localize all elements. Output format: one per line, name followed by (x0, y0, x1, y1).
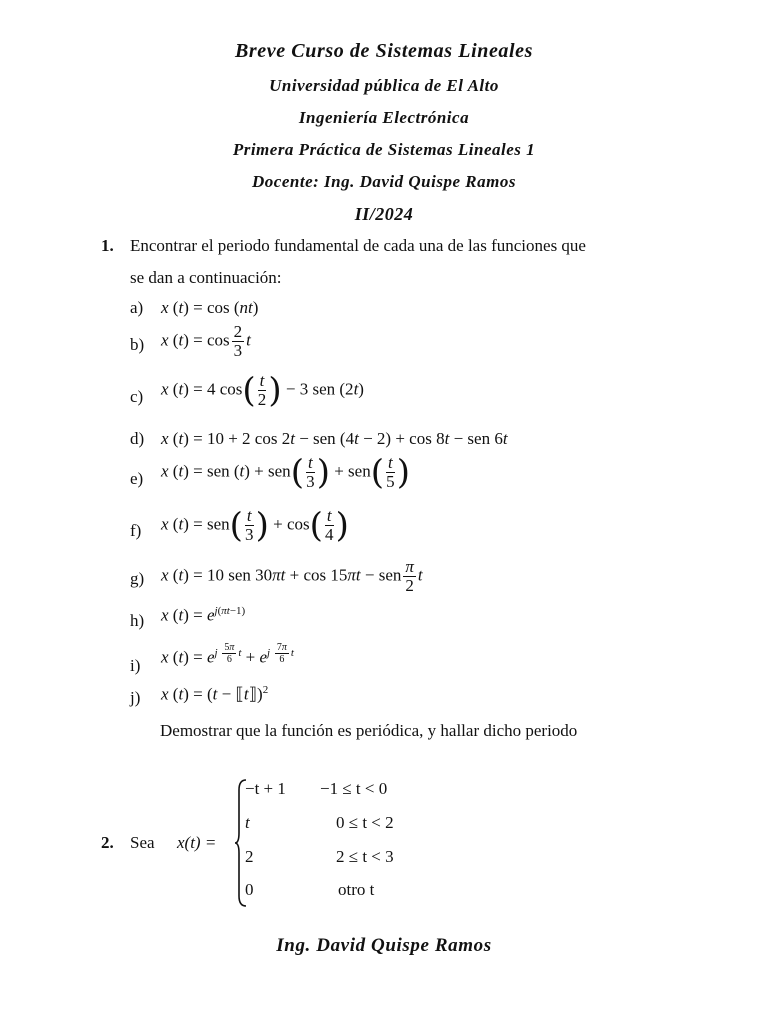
item-c-label: c) (130, 387, 144, 406)
item-j-label: j) (130, 688, 141, 707)
item-i-equation: x $(t) = e^{j \frac{5\pi}{6} t} + e^{j \frac{7\pi}{6} t}$ (161, 642, 294, 667)
course-title: Breve Curso de Sistemas Lineales (234, 40, 534, 62)
problem-2-intro: Sea (130, 833, 155, 852)
item-a-label: a) (130, 298, 144, 317)
footer-signature: Ing. David Quispe Ramos (276, 935, 492, 956)
item-i-label: i) (130, 656, 141, 675)
case-2-expr: t (245, 813, 250, 832)
item-f-equation: x (t) = sen( $\frac{t}{3}$ ) + cos( $\frac{t}{4}$ ) (161, 505, 349, 546)
item-f-label: f) (130, 521, 142, 540)
problem-1-statement-line2: se dan a continuación: (130, 268, 282, 287)
practice-title: Primera Práctica de Sistemas Lineales 1 (232, 140, 536, 159)
teacher-name: Docente: Ing. David Quispe Ramos (252, 172, 516, 191)
item-b-label: b) (130, 335, 145, 354)
term-label: II/2024 (354, 204, 414, 224)
problem-1-number: 1. (101, 236, 114, 255)
item-d-equation: x (t) = 10 + 2 cos 2t − sen (4t − 2) + cos 8t − sen 6t (161, 429, 508, 448)
university-name: Universidad pública de El Alto (269, 76, 499, 95)
item-c-equation: x (t) = 4 cos( $\frac{t}{2}$ ) − 3 sen (2t) (161, 370, 364, 411)
periodicity-note: Demostrar que la función es periódica, y hallar dicho periodo (160, 721, 578, 740)
case-2-cond: 0 ≤ t < 2 (336, 813, 394, 832)
problem-2-number: 2. (101, 833, 114, 852)
item-b-equation: x (t) = cos $\frac{2}{3}$ t (161, 322, 251, 360)
case-4-expr: 0 (245, 880, 254, 899)
case-3-cond: 2 ≤ t < 3 (336, 847, 394, 866)
case-1-cond: −1 ≤ t < 0 (320, 779, 388, 798)
item-a-equation: x (t) = cos (nt) (161, 298, 259, 317)
item-h-equation: x $(t) = e^{j(\pi t-1)}$ (161, 605, 246, 625)
item-e-equation: x (t) = sen (t) + sen( $\frac{t}{3}$ ) + sen( $\frac{t}{5}$ ) (161, 452, 410, 493)
case-4-cond: otro t (338, 880, 375, 899)
item-e-label: e) (130, 469, 144, 488)
item-h-label: h) (130, 611, 145, 630)
problem-1-statement-line1: Encontrar el periodo fundamental de cada una de las funciones que (130, 236, 586, 255)
item-d-label: d) (130, 429, 145, 448)
item-g-equation: x (t) = 10 sen 30πt + cos 15πt − sen $\frac{\pi}{2}$ t (161, 557, 423, 595)
item-j-equation: x (t) = (t − ⟦t⟧)$^2$ (161, 684, 269, 704)
case-3-expr: 2 (245, 847, 254, 866)
problem-2-lhs: x(t) = (177, 833, 217, 852)
item-g-label: g) (130, 569, 145, 588)
case-1-expr: −t + 1 (245, 779, 286, 798)
career-name: Ingeniería Electrónica (298, 108, 470, 127)
